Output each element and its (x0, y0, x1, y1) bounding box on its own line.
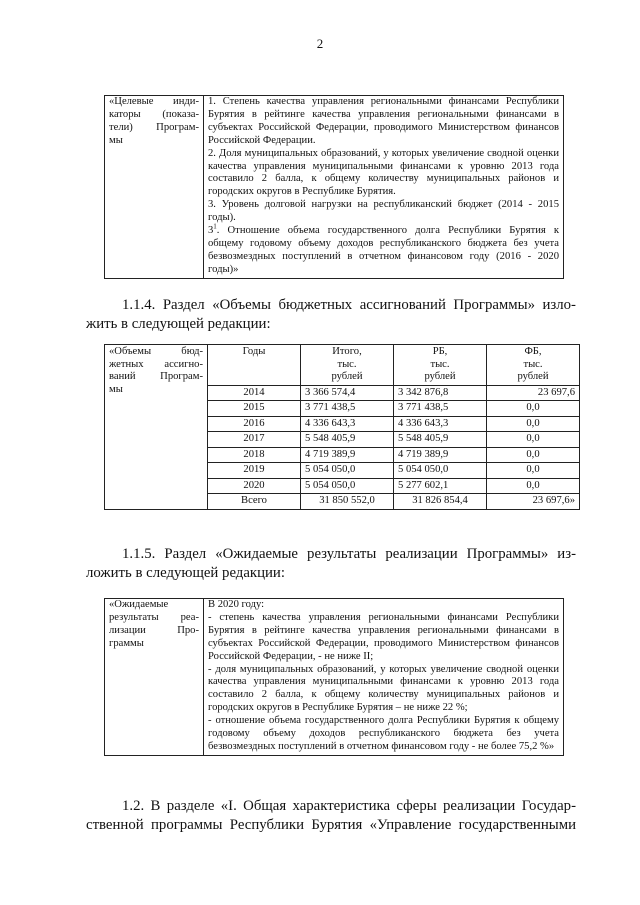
results-label: «Ожидаемые результаты реа- лизации Про- граммы (105, 599, 204, 756)
results-content (204, 599, 564, 756)
results-intro: В 2020 году: (208, 599, 265, 610)
page-number: 2 (316, 36, 324, 51)
indicators-content (204, 96, 564, 279)
header-total: Итого, тыс. рублей (301, 345, 394, 386)
indicators-label: «Целевые инди- каторы (показа- тели) Програм- мы (105, 96, 204, 279)
paragraph-1-2: 1.2. В разделе «I. Общая характеристика сферы реализации Государ- ственной программы Республики Бурятия «Управление государственными (86, 798, 576, 833)
table-row-total: Всего 31 850 552,0 31 826 854,4 23 697,6» (105, 494, 580, 510)
paragraph-1-1-4: 1.1.4. Раздел «Объемы бюджетных ассигнований Программы» изло- жить в следующей редакции: (86, 297, 576, 332)
budget-table (104, 344, 580, 510)
result-item: - отношение объема государственного долга Республики Бурятия к общему годовому объему доходов республиканского бюджета без учета безвозмездных поступлений в отчетном финансовом году - не более 75,2 %» (208, 715, 559, 752)
header-year: Годы (208, 345, 301, 386)
budget-label: «Объемы бюд- жетных ассигно- ваний Програм- мы (105, 345, 208, 510)
paragraph-1-1-5: 1.1.5. Раздел «Ожидаемые результаты реализации Программы» из- ложить в следующей редакции: (86, 546, 576, 581)
header-fb: ФБ, тыс. рублей (487, 345, 580, 386)
result-item: - степень качества управления региональными финансами Республики Бурятия в рейтинге качества управления региональными финансами в субъектах Российской Федерации, проводимого Министерством финансов Российской Федерации, - не ниже II; (208, 611, 559, 662)
table-row: 2016 4 336 643,3 4 336 643,3 0,0 (105, 416, 580, 432)
table-row: 2014 3 366 574,4 3 342 876,8 23 697,6 (105, 385, 580, 401)
result-item: - доля муниципальных образований, у которых увеличение сводной оценки качества управления муниципальными финансами к уровню 2013 года составило 2 балла, к общему количеству муниципальных районов и городских округов в Республике Бурятия – не ниже 22 %; (208, 663, 559, 714)
table-row: 2020 5 054 050,0 5 277 602,1 0,0 (105, 478, 580, 494)
results-table (104, 598, 564, 756)
indicators-table (104, 95, 564, 279)
header-rb: РБ, тыс. рублей (394, 345, 487, 386)
table-row: 2018 4 719 389,9 4 719 389,9 0,0 (105, 447, 580, 463)
table-row: 2015 3 771 438,5 3 771 438,5 0,0 (105, 401, 580, 417)
table-row: 2017 5 548 405,9 5 548 405,9 0,0 (105, 432, 580, 448)
indicator-item: 3. Уровень долговой нагрузки на республиканский бюджет (2014 - 2015 годы). (208, 199, 559, 224)
indicator-item: 1. Степень качества управления региональными финансами Республики Бурятия в рейтинге качества управления региональными финансами в субъектах Российской Федерации, проводимого Министерством финансов Российской Федерации. (208, 96, 559, 146)
indicator-item: $3^1$. Отношение объема государственного долга Республики Бурятия к общему годовому объему доходов республиканского бюджета без учета безвозмездных поступлений в отчетном финансовом году (2016 - 2020 годы)» (208, 222, 559, 275)
indicator-item: 2. Доля муниципальных образований, у которых увеличение сводной оценки качества управления муниципальными финансами к уровню 2013 года составило 2 балла, к общему количеству муниципальных районов и городских округов в Республике Бурятия. (208, 147, 559, 198)
table-row: 2019 5 054 050,0 5 054 050,0 0,0 (105, 463, 580, 479)
